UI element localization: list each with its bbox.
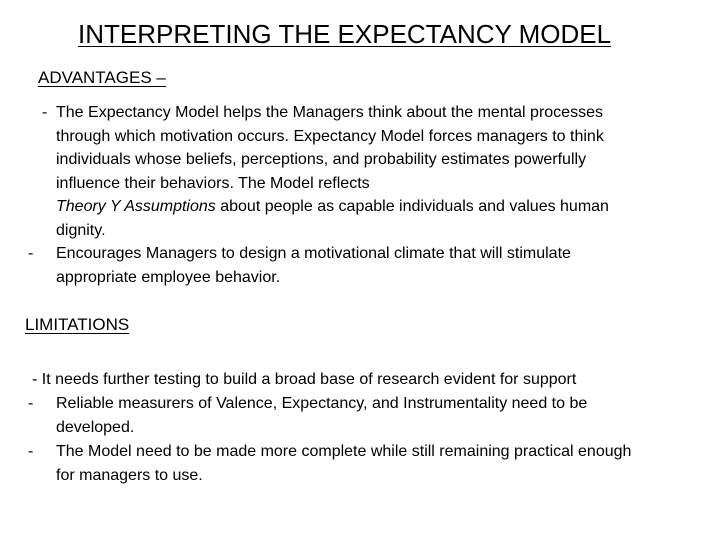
text-line: influence their behaviors. The Model reflects (56, 174, 370, 192)
slide-title: INTERPRETING THE EXPECTANCY MODEL (78, 19, 612, 49)
bullet-dash: - (28, 245, 34, 262)
bullet-dash: - (28, 395, 34, 412)
text-line: for managers to use. (56, 466, 203, 484)
bullet-dash: - (28, 443, 34, 460)
text-fragment: about people as capable individuals and values human (215, 198, 609, 215)
theory-y-emphasis: Theory Y Assumptions (56, 198, 216, 215)
advantage-item-1 (56, 101, 609, 242)
limitation-item-2 (56, 392, 587, 439)
text-line: individuals whose beliefs, perceptions, and probability estimates powerfully (56, 151, 587, 168)
text-line (56, 195, 609, 219)
advantage-item-2 (56, 242, 571, 289)
text-line: The Model need to be made more complete while still remaining practical enough (56, 443, 632, 460)
text-line: developed. (56, 418, 135, 436)
text-line: dignity. (56, 221, 106, 239)
limitations-heading: LIMITATIONS (25, 315, 130, 334)
text-line: Encourages Managers to design a motivational climate that will stimulate (56, 245, 571, 262)
text-line: through which motivation occurs. Expectancy Model forces managers to think (56, 127, 604, 145)
limitation-item-3 (56, 440, 631, 487)
limitation-item-1: - It needs further testing to build a broad base of research evident for support (32, 371, 577, 388)
text-line: Reliable measurers of Valence, Expectancy, and Instrumentality need to be (56, 395, 588, 412)
text-line: appropriate employee behavior. (56, 268, 281, 286)
text-line: The Expectancy Model helps the Managers think about the mental processes (56, 104, 603, 121)
bullet-dash: - (42, 104, 48, 121)
advantages-heading: ADVANTAGES – (38, 68, 166, 87)
